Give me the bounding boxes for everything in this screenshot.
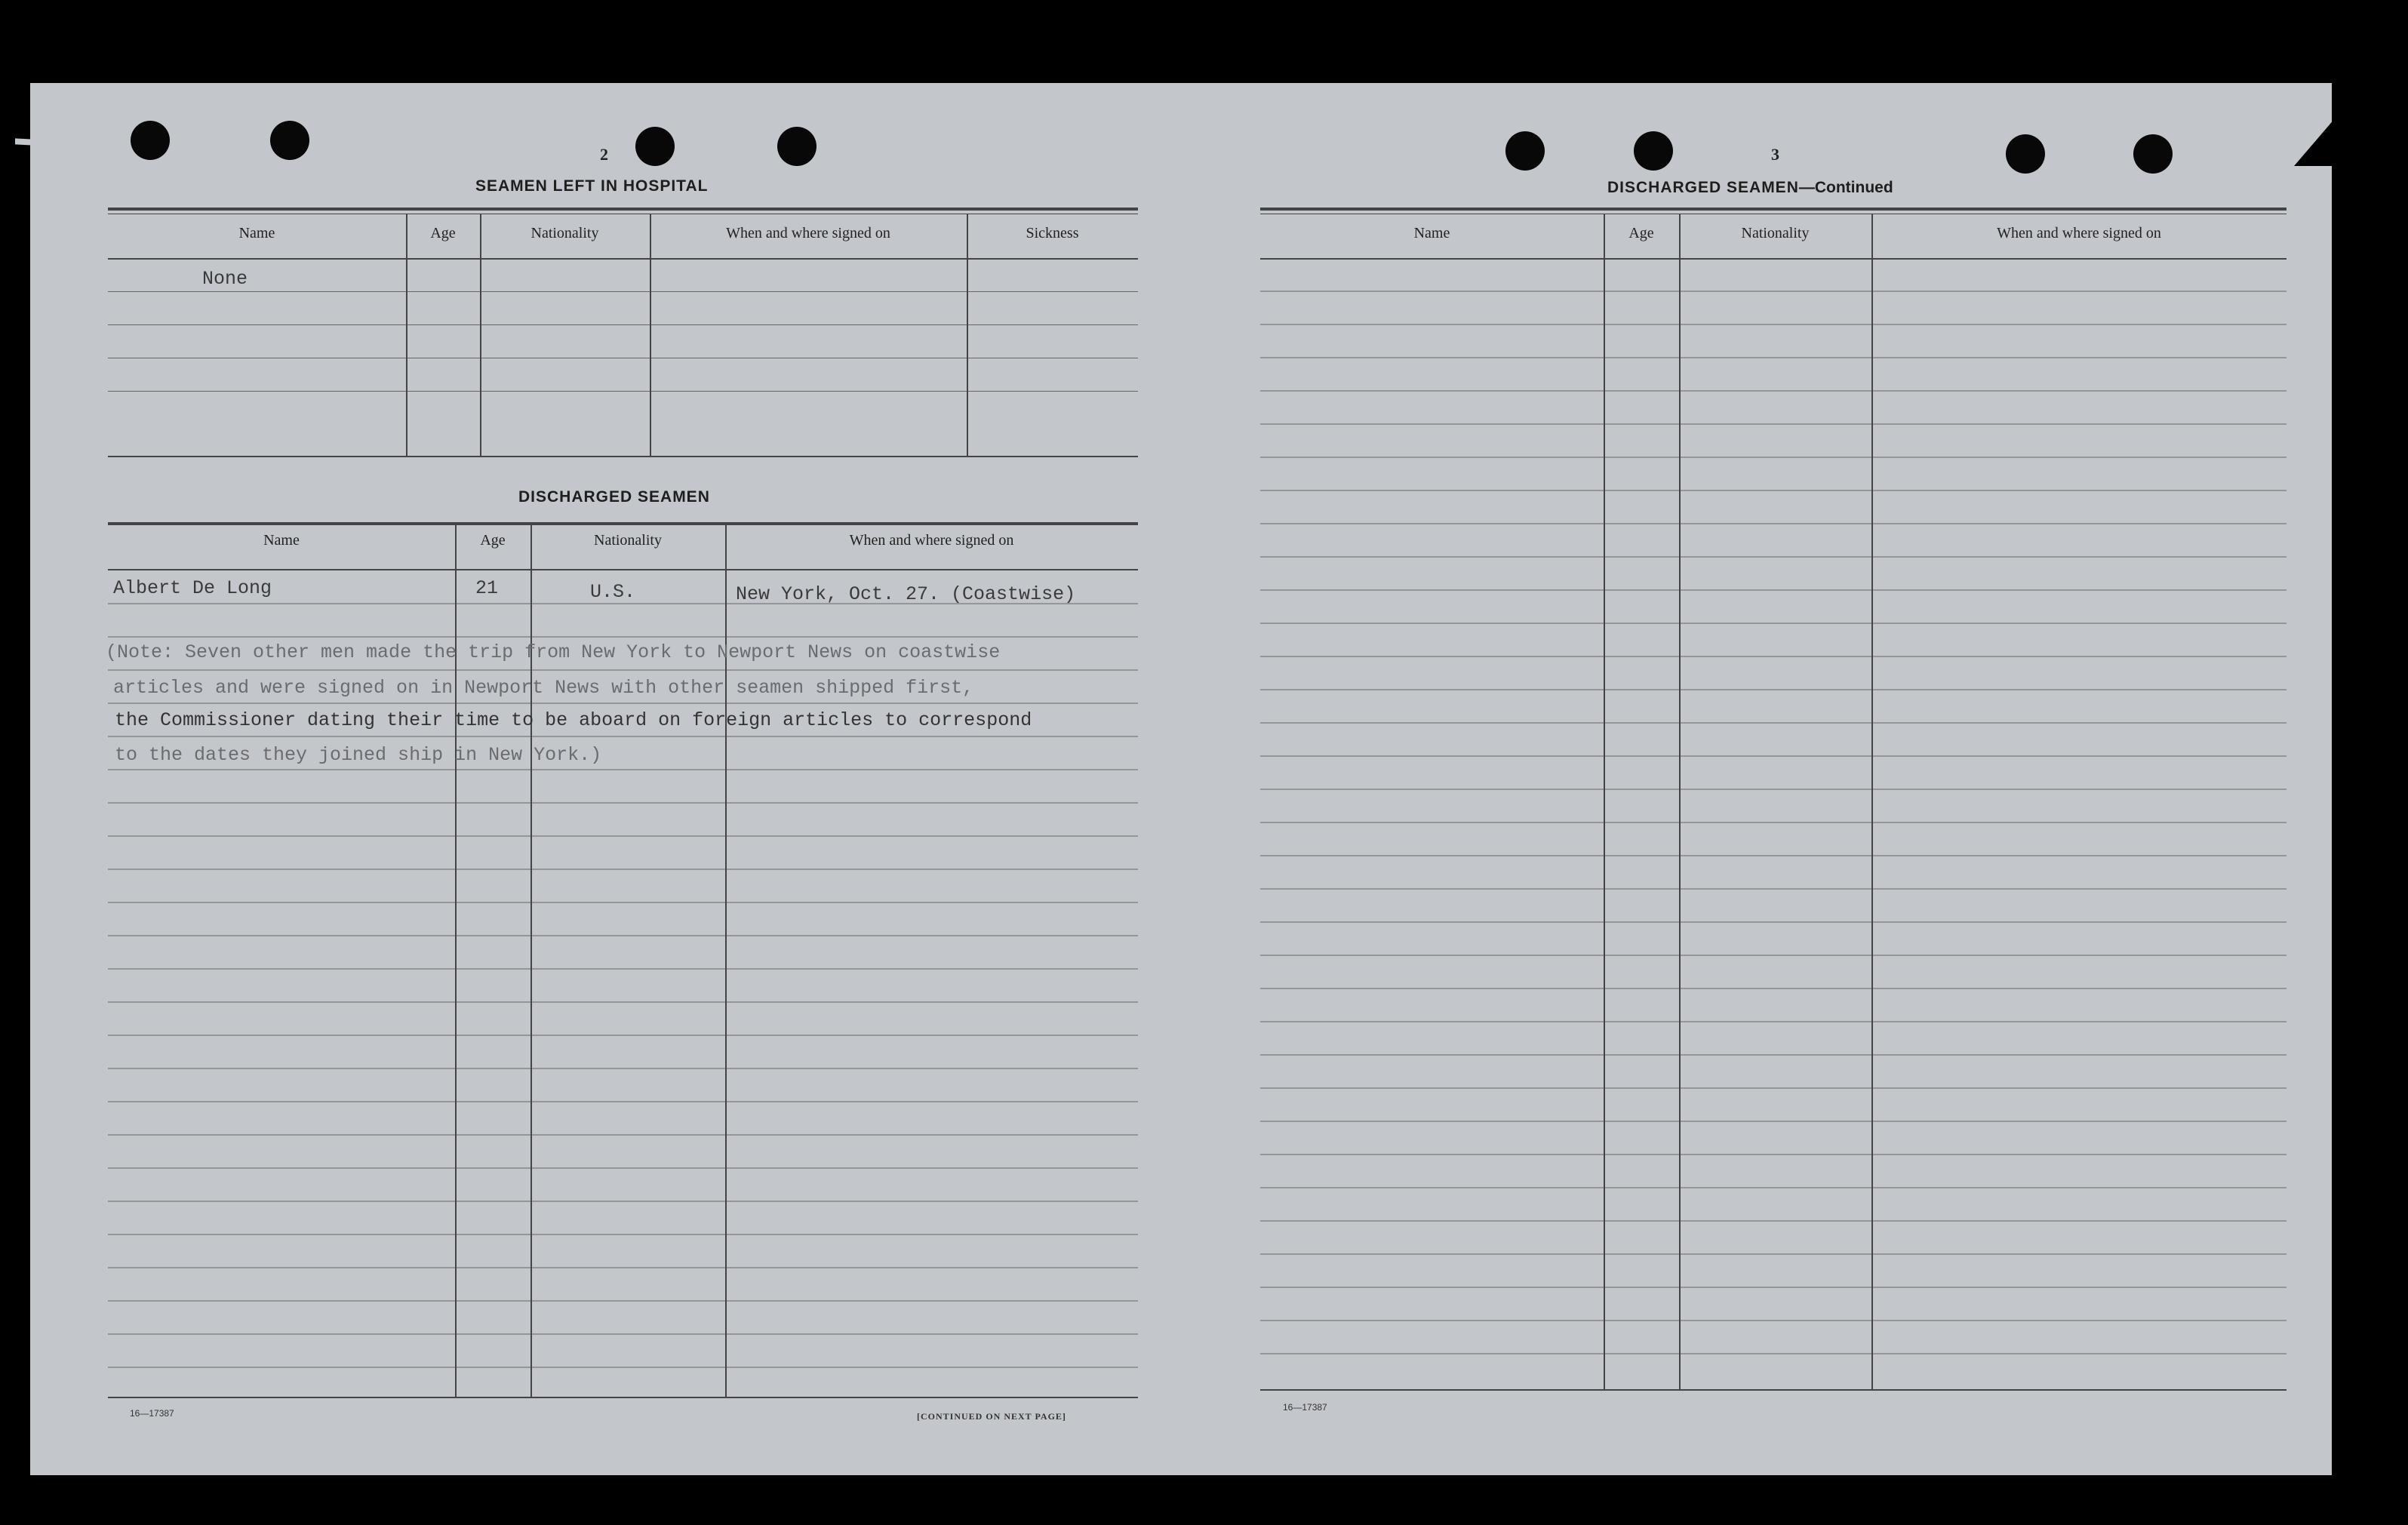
discharged-section-title: DISCHARGED SEAMEN bbox=[518, 488, 710, 506]
note-line-4: to the dates they joined ship in New York.) bbox=[115, 744, 602, 766]
hospital-col-signed-on: When and where signed on bbox=[726, 225, 890, 241]
discharged-col-age: Age bbox=[480, 532, 506, 549]
hospital-col-nationality: Nationality bbox=[530, 225, 599, 241]
ledger-sheet bbox=[30, 83, 2332, 1475]
continued-note: [CONTINUED ON NEXT PAGE] bbox=[917, 1411, 1066, 1422]
discharged-continued-suffix: —Continued bbox=[1798, 179, 1893, 196]
hospital-entry-none: None bbox=[202, 268, 248, 290]
form-number-right: 16—17387 bbox=[1283, 1402, 1327, 1413]
discharged-row-name: Albert De Long bbox=[113, 577, 272, 599]
hospital-col-sickness: Sickness bbox=[1026, 225, 1079, 241]
discharged-row-nationality: U.S. bbox=[590, 581, 636, 603]
right-col-nationality: Nationality bbox=[1741, 225, 1810, 241]
discharged-continued-bold: DISCHARGED SEAMEN bbox=[1607, 179, 1799, 196]
hospital-section-title: SEAMEN LEFT IN HOSPITAL bbox=[475, 177, 709, 195]
right-col-name: Name bbox=[1413, 225, 1450, 241]
discharged-row-signed-on: New York, Oct. 27. (Coastwise) bbox=[736, 583, 1076, 605]
right-col-age: Age bbox=[1628, 225, 1654, 241]
discharged-col-name: Name bbox=[263, 532, 300, 549]
note-line-3: the Commissioner dating their time to be aboard on foreign articles to correspond bbox=[115, 709, 1032, 731]
discharged-row-age: 21 bbox=[475, 577, 499, 599]
hospital-col-age: Age bbox=[430, 225, 456, 241]
hospital-col-name: Name bbox=[238, 225, 275, 241]
right-col-signed-on: When and where signed on bbox=[1997, 225, 2161, 241]
ruled-lines-right bbox=[1260, 83, 2287, 1411]
discharged-col-signed-on: When and where signed on bbox=[849, 532, 1014, 549]
discharged-col-nationality: Nationality bbox=[594, 532, 662, 549]
note-line-2: articles and were signed on in Newport News with other seamen shipped first, bbox=[113, 677, 974, 699]
page-number-left: 2 bbox=[600, 145, 608, 164]
form-number-left: 16—17387 bbox=[130, 1408, 174, 1419]
note-line-1: (Note: Seven other men made the trip from New York to Newport News on coastwise bbox=[106, 641, 1001, 663]
page-number-right: 3 bbox=[1771, 145, 1779, 164]
